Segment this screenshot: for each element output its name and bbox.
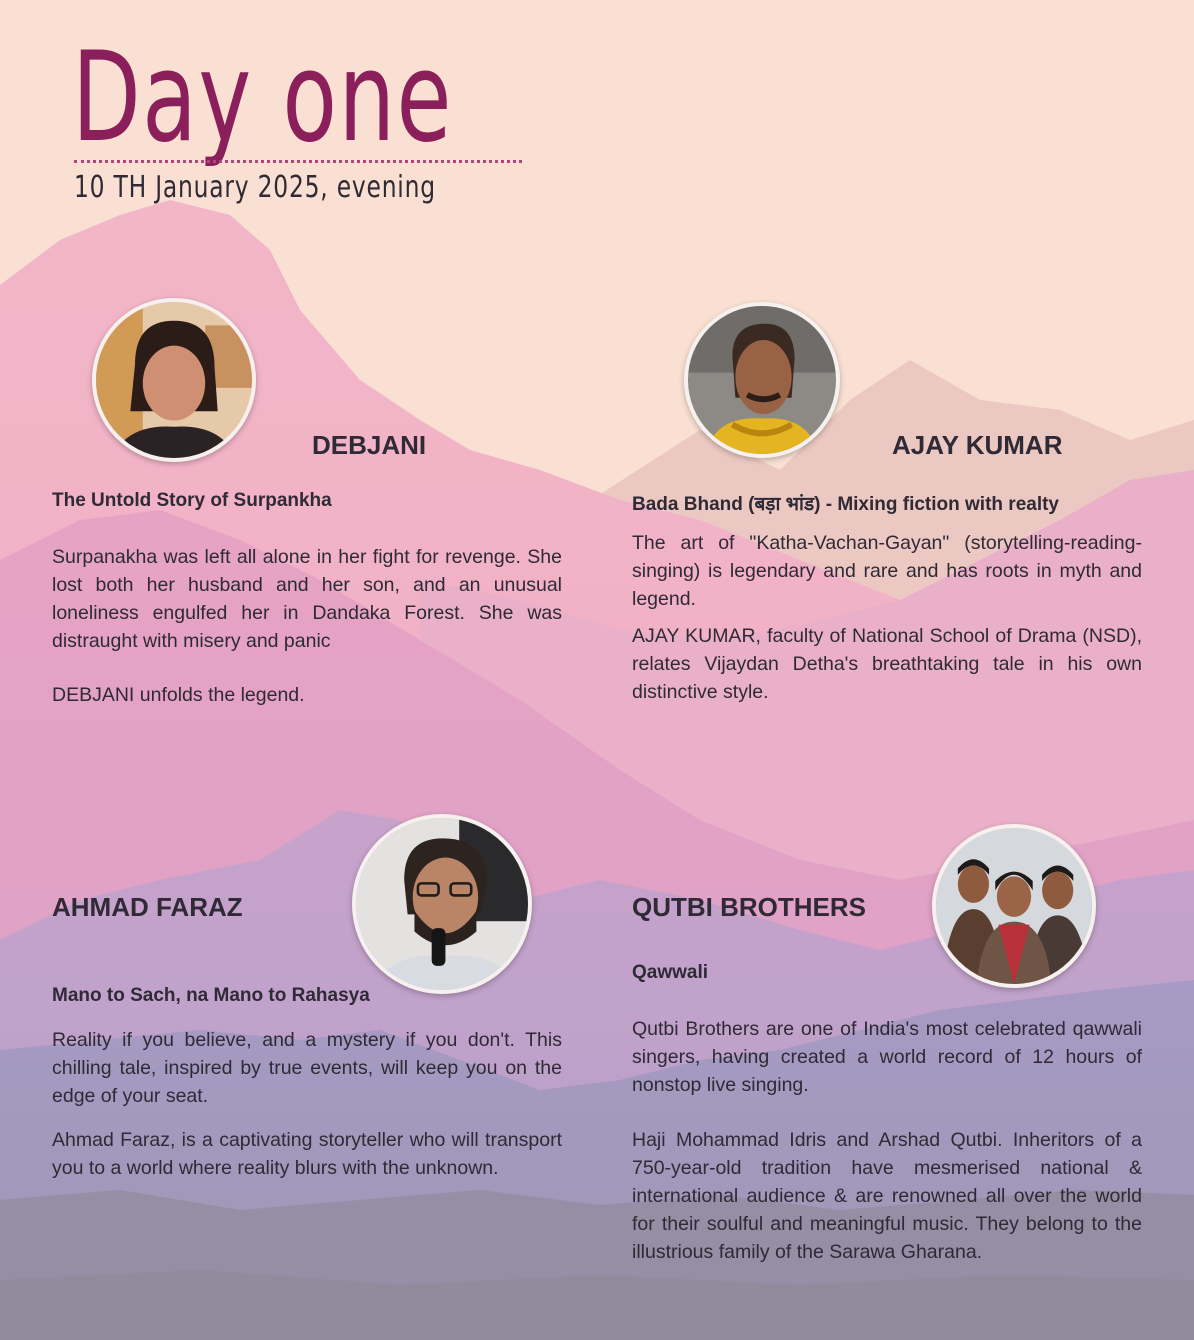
dotted-divider (74, 160, 522, 163)
page-header (72, 26, 601, 205)
ajay-kumar-bio: AJAY KUMAR, faculty of National School of Drama (NSD), relates Vijaydan Detha's breathtaking tale in his own distinctive style. (632, 625, 1142, 703)
debjani-show-title: The Untold Story of Surpankha (52, 490, 332, 511)
event-date: 10 TH January 2025, evening (74, 170, 436, 205)
ahmad-faraz-bio: Ahmad Faraz, is a captivating storyteller who will transport you to a world where reality blurs with the unknown. (52, 1129, 562, 1179)
ajay-kumar-photo (684, 302, 840, 458)
qutbi-brothers-description: Qutbi Brothers are one of India's most celebrated qawwali singers, having created a world record of 12 hours of nonstop live singing. (632, 1018, 1142, 1096)
debjani-photo (92, 298, 256, 462)
debjani-name: DEBJANI (312, 430, 427, 460)
qutbi-brothers-show-title: Qawwali (632, 962, 709, 983)
debjani-closing: DEBJANI unfolds the legend. (52, 684, 305, 706)
page-title: Day one (72, 26, 453, 170)
qutbi-brothers-photo (932, 824, 1096, 988)
ajay-kumar-description: The art of "Katha-Vachan-Gayan" (storytelling-reading-singing) is legendary and rare and has roots in myth and legend. (632, 532, 1142, 610)
ahmad-faraz-description: Reality if you believe, and a mystery if you don't. This chilling tale, inspired by true events, will keep you on the edge of your seat. (52, 1029, 562, 1107)
ajay-kumar-show-title: Bada Bhand (बड़ा भांड) - Mixing fiction with realty (632, 494, 1060, 515)
qutbi-brothers-bio: Haji Mohammad Idris and Arshad Qutbi. Inheritors of a 750-year-old tradition have mesmerised national & international audience & are renowned all over the world for their soulful and meaningful music. They belong to the illustrious family of the Sarawa Gharana. (632, 1129, 1142, 1263)
ahmad-faraz-show-title: Mano to Sach, na Mano to Rahasya (52, 985, 370, 1006)
ajay-kumar-name: AJAY KUMAR (892, 430, 1063, 460)
debjani-description: Surpanakha was left all alone in her fight for revenge. She lost both her husband and her son, and an unusual loneliness engulfed her in Dandaka Forest. She was distraught with misery and panic (52, 546, 562, 652)
qutbi-brothers-name: QUTBI BROTHERS (632, 892, 866, 922)
ahmad-faraz-photo (352, 814, 532, 994)
ahmad-faraz-name: AHMAD FARAZ (52, 892, 243, 922)
